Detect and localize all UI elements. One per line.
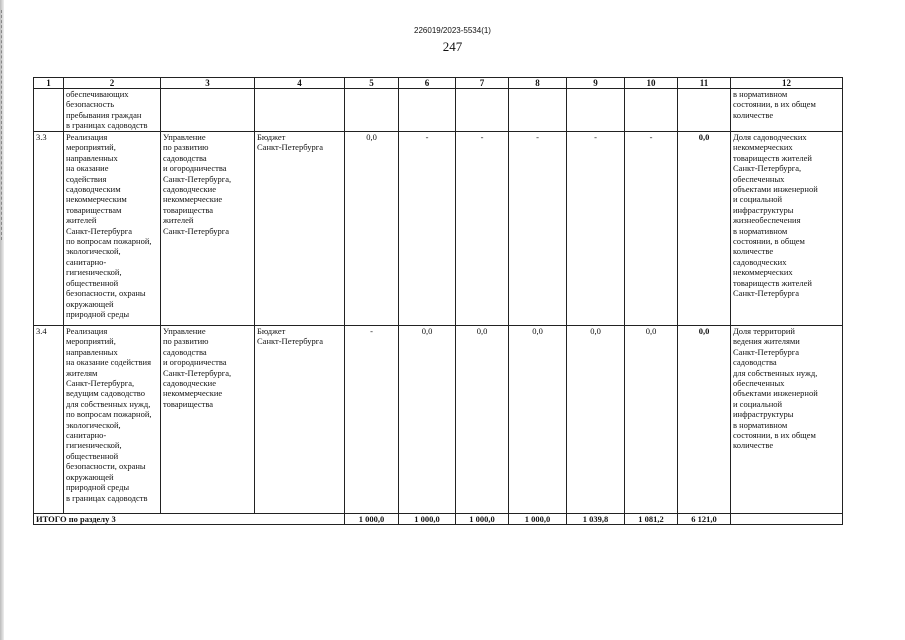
total-label: ИТОГО по разделу 3: [34, 514, 345, 525]
value-col-11: 0,0: [678, 326, 731, 514]
header-col-5: 5: [345, 78, 399, 89]
value-col-9: -: [567, 132, 625, 326]
value-col-5: 0,0: [345, 132, 399, 326]
total-row: [34, 514, 843, 525]
value-col-8: 0,0: [509, 326, 567, 514]
header-col-7: 7: [456, 78, 509, 89]
value-col-7: -: [456, 132, 509, 326]
value-col-6: -: [399, 132, 456, 326]
header-row: [34, 78, 843, 89]
program-table: [33, 77, 843, 525]
header-col-4: 4: [255, 78, 345, 89]
header-col-2: 2: [64, 78, 161, 89]
total-col-6: 1 000,0: [399, 514, 456, 525]
header-col-8: 8: [509, 78, 567, 89]
continuation-name: обеспечивающих безопасность пребывания граждан в границах садоводств: [66, 89, 148, 131]
total-col-8: 1 000,0: [509, 514, 567, 525]
executor: Управление по развитию садоводства и огородничества Санкт-Петербурга, садоводческие некоммерческие товарищества жителей Санкт-Петербурга: [163, 132, 232, 236]
table-row: [34, 326, 843, 514]
measure-name: Реализация мероприятий, направленных на оказание содействия садоводческим некоммерческим товариществам жителей Санкт-Петербурга по вопросам пожарной, экологической, санитарно- гигиенической, общественной безопасности, охраны окружающей природной среды: [66, 132, 152, 319]
table-row: [34, 132, 843, 326]
value-col-5: -: [345, 326, 399, 514]
header-col-10: 10: [625, 78, 678, 89]
value-col-10: 0,0: [625, 326, 678, 514]
header-col-1: 1: [34, 78, 64, 89]
executor: Управление по развитию садоводства и огородничества Санкт-Петербурга, садоводческие некоммерческие товарищества: [163, 326, 232, 409]
value-col-7: 0,0: [456, 326, 509, 514]
row-number: 3.3: [34, 132, 64, 326]
value-col-6: 0,0: [399, 326, 456, 514]
document-number: 226019/2023-5534(1): [414, 26, 491, 35]
total-col-11: 6 121,0: [678, 514, 731, 525]
value-col-11: 0,0: [678, 132, 731, 326]
funding-source: Бюджет Санкт-Петербурга: [257, 132, 323, 153]
target-indicator: Доля территорий ведения жителями Санкт-Петербурга садоводства для собственных нужд, обеспеченных объектами инженерной и социальной инфраструктуры в нормативном состоянии, в их общем количестве: [733, 326, 818, 451]
header-col-6: 6: [399, 78, 456, 89]
funding-source: Бюджет Санкт-Петербурга: [257, 326, 323, 347]
row-number: 3.4: [34, 326, 64, 514]
table-row-continuation: [34, 89, 843, 132]
page-number: 247: [442, 39, 463, 54]
total-col-9: 1 039,8: [567, 514, 625, 525]
header-col-12: 12: [731, 78, 843, 89]
header-col-9: 9: [567, 78, 625, 89]
value-col-8: -: [509, 132, 567, 326]
target-indicator: Доля садоводческих некоммерческих товариществ жителей Санкт-Петербурга, обеспеченных объектами инженерной и социальной инфраструктуры жизнеобеспечения в нормативном состоянии, в общем количестве садоводческих некоммерческих товариществ жителей Санкт-Петербурга: [733, 132, 818, 299]
value-col-10: -: [625, 132, 678, 326]
value-col-9: 0,0: [567, 326, 625, 514]
total-col-7: 1 000,0: [456, 514, 509, 525]
total-col-10: 1 081,2: [625, 514, 678, 525]
total-col-5: 1 000,0: [345, 514, 399, 525]
header-col-11: 11: [678, 78, 731, 89]
header-col-3: 3: [161, 78, 255, 89]
measure-name: Реализация мероприятий, направленных на оказание содействия жителям Санкт-Петербурга, ведущим садоводство для собственных нужд, по вопросам пожарной, экологической, санитарно- гигиенической, общественной безопасности, охраны окружающей природной среды в границах садоводств: [66, 326, 152, 503]
continuation-indicator: в нормативном состоянии, в их общем количестве: [733, 89, 816, 120]
